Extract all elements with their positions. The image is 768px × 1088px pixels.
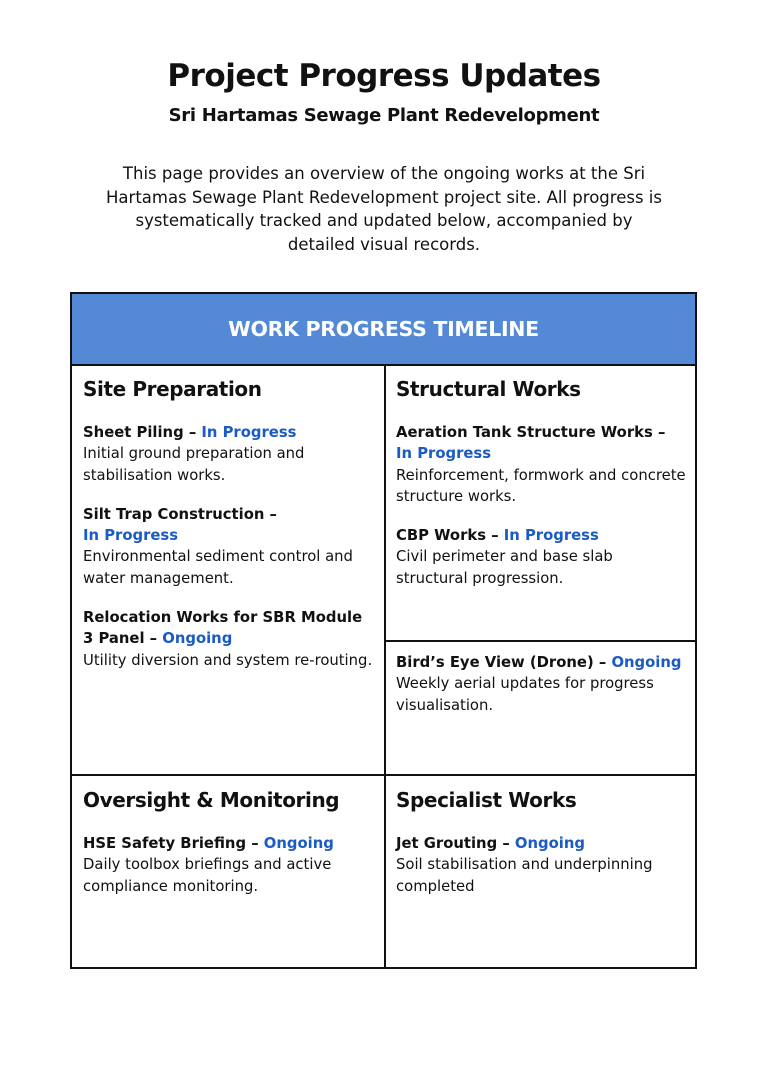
work-item-description: Soil stabilisation and underpinning completed	[396, 856, 653, 895]
work-item: Bird’s Eye View (Drone) – Ongoing Weekly aerial updates for progress visualisation.	[396, 652, 686, 716]
cell-drone	[396, 652, 686, 734]
row-divider	[72, 774, 695, 776]
work-item: Relocation Works for SBR Module 3 Panel – Ongoing Utility diversion and system re-routing.	[83, 607, 375, 671]
cell-title: Specialist Works	[396, 788, 577, 812]
status-label: In Progress	[83, 527, 179, 545]
work-item-name: CBP Works	[396, 527, 487, 545]
status-label: Ongoing	[514, 835, 585, 852]
status-label: In Progress	[201, 424, 297, 441]
work-item: HSE Safety Briefing – Ongoing Daily toolbox briefings and active compliance monitoring.	[83, 833, 375, 897]
work-item-name: HSE Safety Briefing	[83, 835, 247, 852]
work-item-description: Weekly aerial updates for progress visualisation.	[396, 675, 654, 714]
work-item: CBP Works – In Progress Civil perimeter and base slab structural progression.	[396, 525, 686, 589]
cell-specialist-works	[396, 787, 686, 915]
work-item-name: Aeration Tank Structure Works	[396, 424, 653, 441]
page-title: Project Progress Updates	[167, 58, 601, 94]
work-item-description: Utility diversion and system re-routing.	[83, 651, 373, 669]
work-item-description: Environmental sediment control and water management.	[83, 548, 353, 587]
column-divider	[384, 366, 386, 967]
work-item-name: Relocation Works for SBR Module 3 Panel	[83, 609, 363, 648]
cell-title: Oversight & Monitoring	[83, 788, 340, 812]
cell-structural-works	[396, 376, 686, 607]
intro-paragraph: This page provides an overview of the ongoing works at the Sri Hartamas Sewage Plant Redevelopment project site. All progress is systematically tracked and updated below, accompanied by detailed visual records.	[106, 164, 662, 254]
cell-site-preparation	[83, 376, 375, 689]
work-item-name: Bird’s Eye View (Drone)	[396, 654, 594, 671]
work-item-description: Initial ground preparation and stabilisation works.	[83, 445, 305, 484]
work-item-description: Civil perimeter and base slab structural progression.	[396, 548, 613, 587]
cell-title: Site Preparation	[83, 377, 262, 401]
work-item-name: Silt Trap Construction	[83, 505, 265, 523]
work-item-name: Sheet Piling	[83, 424, 184, 441]
timeline-header: WORK PROGRESS TIMELINE	[72, 294, 695, 366]
work-item: Sheet Piling – In Progress Initial ground preparation and stabilisation works.	[83, 422, 375, 486]
status-label: In Progress	[503, 527, 599, 545]
cell-title: Structural Works	[396, 377, 581, 401]
status-label: Ongoing	[611, 654, 682, 671]
status-label: Ongoing	[263, 835, 334, 852]
page-subtitle: Sri Hartamas Sewage Plant Redevelopment	[168, 105, 600, 126]
structural-drone-divider	[386, 640, 695, 642]
cell-oversight-monitoring	[83, 787, 375, 915]
status-label: Ongoing	[162, 630, 233, 648]
work-progress-timeline	[70, 292, 697, 969]
status-label: In Progress	[396, 445, 492, 463]
work-item-name: Jet Grouting	[396, 835, 498, 852]
work-item: Aeration Tank Structure Works – In Progress Reinforcement, formwork and concrete structure works.	[396, 422, 686, 507]
work-item-description: Reinforcement, formwork and concrete structure works.	[396, 466, 686, 505]
work-item: Silt Trap Construction – In Progress Environmental sediment control and water management.	[83, 504, 375, 589]
work-item: Jet Grouting – Ongoing Soil stabilisation and underpinning completed	[396, 833, 686, 897]
work-item-description: Daily toolbox briefings and active compliance monitoring.	[83, 856, 332, 895]
